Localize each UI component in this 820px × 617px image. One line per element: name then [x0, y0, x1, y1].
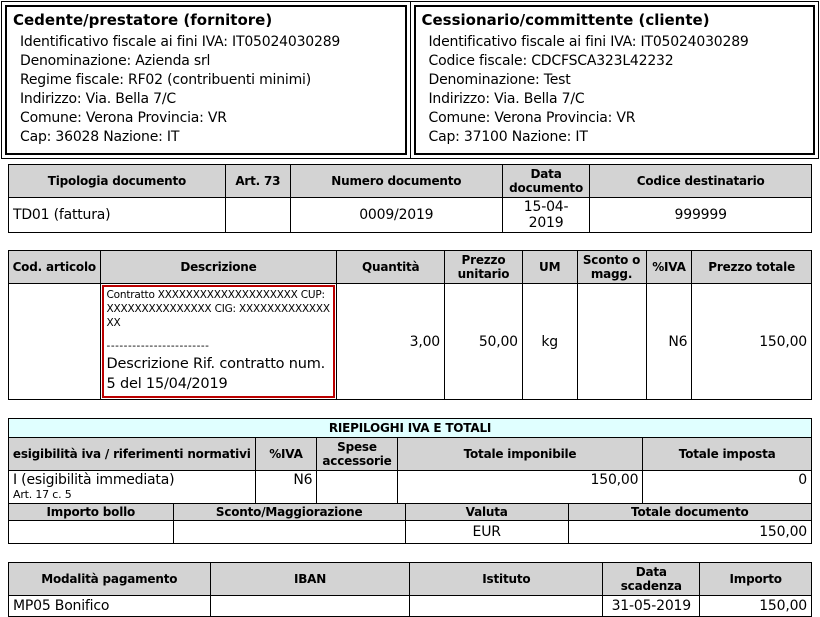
summary-header-imponibile: Totale imponibile — [397, 438, 643, 471]
doc-header-tipologia: Tipologia documento — [9, 165, 226, 198]
item-iva-value: N6 — [646, 284, 692, 400]
customer-fiscalcode-line: Codice fiscale: CDCFSCA323L42232 — [428, 53, 674, 69]
doc-header-numero: Numero documento — [290, 165, 502, 198]
totals-row — [9, 521, 812, 544]
payment-data-scadenza-value: 31-05-2019 — [603, 596, 700, 617]
items-header-iva: %IVA — [646, 251, 692, 284]
summary-esigibilita-cell — [9, 471, 256, 504]
doc-header-codice-destinatario: Codice destinatario — [590, 165, 812, 198]
payment-row — [9, 596, 812, 617]
item-sconto-value — [577, 284, 646, 400]
totals-header-sconto: Sconto/Maggiorazione — [173, 504, 405, 521]
items-header-sconto: Sconto o magg. — [577, 251, 646, 284]
supplier-vat-line: Identificativo fiscale ai fini IVA: IT05024030289 — [20, 34, 341, 50]
totals-header-valuta: Valuta — [405, 504, 568, 521]
items-header-prezzo-totale: Prezzo totale — [692, 251, 812, 284]
supplier-name-line: Denominazione: Azienda srl — [20, 53, 211, 69]
summary-table — [8, 418, 812, 504]
totals-sconto-value — [173, 521, 405, 544]
supplier-box — [5, 5, 407, 155]
payment-modalita-value: MP05 Bonifico — [9, 596, 211, 617]
payment-header-iban: IBAN — [210, 563, 410, 596]
payment-importo-value: 150,00 — [700, 596, 812, 617]
payment-table — [8, 562, 812, 617]
payment-header-data-scadenza: Data scadenza — [603, 563, 700, 596]
customer-cell — [410, 2, 819, 159]
doc-header-data: Data documento — [502, 165, 590, 198]
summary-spese-value — [317, 471, 397, 504]
totals-header-bollo: Importo bollo — [9, 504, 174, 521]
payment-header-importo: Importo — [700, 563, 812, 596]
item-descrizione-cell — [100, 284, 337, 400]
item-um-value: kg — [522, 284, 577, 400]
customer-name-line: Denominazione: Test — [428, 72, 571, 88]
doc-tipologia-value: TD01 (fattura) — [9, 198, 226, 233]
doc-row — [9, 198, 812, 233]
doc-art73-value — [225, 198, 290, 233]
item-quantita-value: 3,00 — [337, 284, 445, 400]
item-prezzo-totale-value: 150,00 — [692, 284, 812, 400]
customer-address-line: Indirizzo: Via. Bella 7/C — [428, 91, 585, 107]
supplier-city-line: Comune: Verona Provincia: VR — [20, 110, 227, 126]
payment-istituto-value — [410, 596, 603, 617]
item-cod-articolo-value — [9, 284, 101, 400]
items-header-descrizione: Descrizione — [100, 251, 337, 284]
totals-header-totale-documento: Totale documento — [568, 504, 811, 521]
items-header-um: UM — [522, 251, 577, 284]
supplier-address-line: Indirizzo: Via. Bella 7/C — [20, 91, 176, 107]
customer-title: Cessionario/committente (cliente) — [421, 11, 710, 29]
item-separator-text: ------------------------ — [106, 340, 210, 352]
supplier-title: Cedente/prestatore (fornitore) — [13, 11, 273, 29]
doc-header-art73: Art. 73 — [225, 165, 290, 198]
item-contratto-text: Contratto XXXXXXXXXXXXXXXXXXXX CUP: XXXXXXXXXXXXXXX CIG: XXXXXXXXXXXXXXX — [106, 289, 330, 329]
summary-imposta-value: 0 — [643, 471, 812, 504]
doc-codice-destinatario-value: 999999 — [590, 198, 812, 233]
customer-zip-line: Cap: 37100 Nazione: IT — [428, 129, 588, 145]
totals-bollo-value — [9, 521, 174, 544]
item-prezzo-unitario-value: 50,00 — [445, 284, 523, 400]
payment-iban-value — [210, 596, 410, 617]
customer-box — [414, 5, 816, 155]
item-row — [9, 284, 812, 400]
items-header-quantita: Quantità — [337, 251, 445, 284]
customer-vat-line: Identificativo fiscale ai fini IVA: IT05024030289 — [428, 34, 749, 50]
summary-iva-value: N6 — [255, 471, 317, 504]
parties-section — [1, 1, 819, 159]
supplier-regime-line: Regime fiscale: RF02 (contribuenti minimi) — [20, 72, 311, 88]
totals-totale-documento-value: 150,00 — [568, 521, 811, 544]
payment-header-modalita: Modalità pagamento — [9, 563, 211, 596]
supplier-zip-line: Cap: 36028 Nazione: IT — [20, 129, 180, 145]
summary-header-esigibilita: esigibilità iva / riferimenti normativi — [9, 438, 256, 471]
summary-esigibilita-value: I (esigibilità immediata) — [13, 472, 175, 488]
summary-header-imposta: Totale imposta — [643, 438, 812, 471]
summary-imponibile-value: 150,00 — [397, 471, 643, 504]
payment-header-istituto: Istituto — [410, 563, 603, 596]
summary-header-spese: Spese accessorie — [317, 438, 397, 471]
item-descrizione-text: Descrizione Rif. contratto num. 5 del 15/04/2019 — [106, 356, 326, 392]
items-header-cod-articolo: Cod. articolo — [9, 251, 101, 284]
summary-row — [9, 471, 812, 504]
summary-section-title: RIEPILOGHI IVA E TOTALI — [9, 419, 812, 438]
line-items-table — [8, 250, 812, 400]
supplier-cell — [2, 2, 411, 159]
item-descrizione-highlight-box — [102, 285, 336, 398]
doc-data-value: 15-04-2019 — [502, 198, 590, 233]
totals-valuta-value: EUR — [405, 521, 568, 544]
totals-table — [8, 503, 812, 544]
doc-numero-value: 0009/2019 — [290, 198, 502, 233]
items-header-prezzo-unitario: Prezzo unitario — [445, 251, 523, 284]
summary-riferimento-value: Art. 17 c. 5 — [13, 488, 72, 501]
document-info-table — [8, 164, 812, 233]
summary-header-iva: %IVA — [255, 438, 317, 471]
customer-city-line: Comune: Verona Provincia: VR — [428, 110, 636, 126]
